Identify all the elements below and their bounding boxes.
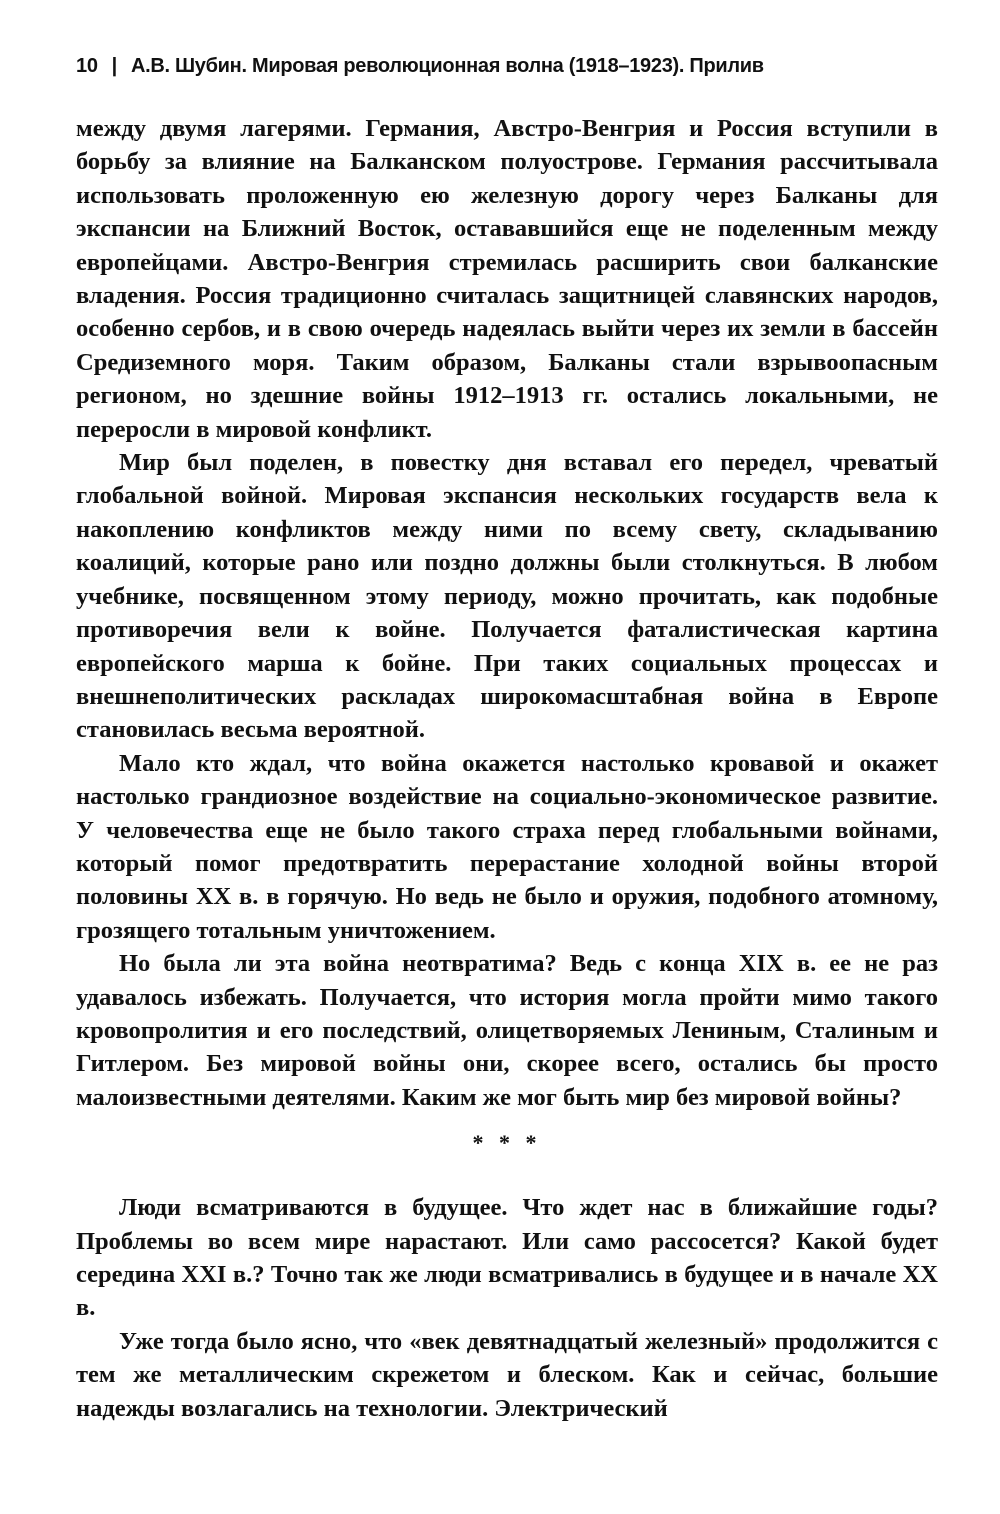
running-title: А.В. Шубин. Мировая революционная волна (1918–1923). Прилив: [130, 55, 764, 77]
book-page: [76, 52, 938, 1425]
page-number: 10: [76, 55, 98, 77]
paragraph-3: Мало кто ждал, что война окажется настолько кровавой и окажет настолько грандиозное воздействие на социально-экономическое развитие. У человечества еще не было такого страха перед глобальными войнами, который помог предотвратить перерастание холодной войны второй половины XX в. в горячую. Но ведь не было и оружия, подобного атомному, грозящего тотальным уничтожением.: [76, 749, 938, 944]
paragraph-2: Мир был поделен, в повестку дня вставал его передел, чреватый глобальной войной. Мировая экспансия нескольких государств вела к накоплению конфликтов между ними по всему свету, складыванию коалиций, которые рано или поздно должны были столкнуться. В любом учебнике, посвященном этому периоду, можно прочитать, как подобные противоречия вели к войне. Получается фаталистическая картина европейского марша к бойне. При таких социальных процессах и внешнеполитических раскладах широкомасштабная война в Европе становилась весьма вероятной.: [76, 449, 938, 744]
paragraph-6: Уже тогда было ясно, что «век девятнадцатый железный» продолжится с тем же металлическим скрежетом и блеском. Как и сейчас, большие надежды возлагались на технологии. Электрический: [76, 1327, 938, 1422]
section-divider: * * *: [472, 1130, 542, 1156]
running-head: [76, 52, 938, 80]
paragraph-5: Люди всматриваются в будущее. Что ждет нас в ближайшие годы? Проблемы во всем мире нарастают. Или само рассосется? Какой будет середина XXI в.? Точно так же люди всматривались в будущее и в начале XX в.: [76, 1194, 938, 1322]
paragraph-1: между двумя лагерями. Германия, Австро-Венгрия и Россия вступили в борьбу за влияние на Балканском полуострове. Германия рассчитывала использовать проложенную ею железную дорогу через Балканы для экспансии на Ближний Восток, остававшийся еще не поделенным между европейцами. Австро-Венгрия стремилась расширить свои балканские владения. Россия традиционно считалась защитницей славянских народов, особенно сербов, и в свою очередь надеялась выйти через их земли в бассейн Средиземного моря. Таким образом, Балканы стали взрывоопасным регионом, но здешние войны 1912–1913 гг. остались локальными, не переросли в мировой конфликт.: [76, 115, 938, 443]
paragraph-4: Но была ли эта война неотвратима? Ведь с конца XIX в. ее не раз удавалось избежать. Получается, что история могла пройти мимо такого кровопролития и его последствий, олицетворяемых Лениным, Сталиным и Гитлером. Без мировой войны они, скорее всего, остались бы просто малоизвестными деятелями. Каким же мог быть мир без мировой войны?: [76, 950, 938, 1111]
body-text: [76, 112, 938, 1425]
header-separator: |: [111, 55, 117, 77]
